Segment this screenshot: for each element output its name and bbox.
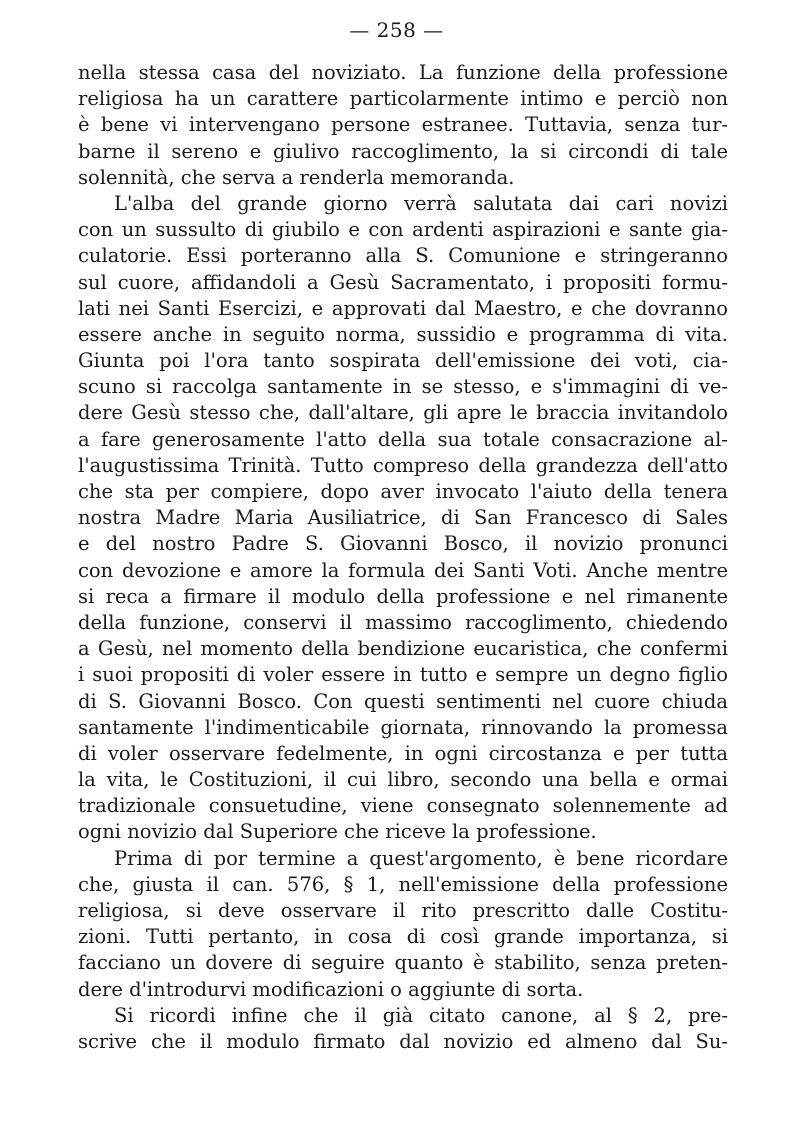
page-number: — 258 — (349, 18, 444, 42)
text-line: zioni. Tutti pertanto, in cosa di così grande importanza, si (78, 925, 728, 949)
text-line: è bene vi intervengano persone estranee. Tuttavia, senza tur- (78, 113, 728, 137)
text-line: santamente l'indimenticabile giornata, rinnovando la promessa (78, 715, 728, 739)
text-line: si reca a firmare il modulo della professione e nel rimanente (78, 584, 728, 608)
text-line: L'alba del grande giorno verrà salutata dai cari novizi (114, 191, 728, 215)
text-line: dere Gesù stesso che, dall'altare, gli apre le braccia invitandolo (78, 401, 728, 425)
text-line: scuno si raccolga santamente in se stesso, e s'immagini di ve- (78, 375, 728, 399)
text-line: che sta per compiere, dopo aver invocato l'aiuto della tenera (78, 480, 728, 503)
text-line: con devozione e amore la formula dei Santi Voti. Anche mentre (78, 558, 728, 582)
text-line: nostra Madre Maria Ausiliatrice, di San Francesco di Sales (78, 506, 728, 530)
paragraph (78, 846, 728, 1003)
text-line: solennità, che serva a renderla memoranda. (78, 165, 515, 189)
text-line: facciano un dovere di seguire quanto è stabilito, senza preten- (78, 951, 728, 975)
text-line: barne il sereno e giulivo raccoglimento, la si circondi di tale (78, 139, 728, 163)
text-line: della funzione, conservi il massimo raccoglimento, chiedendo (78, 610, 728, 634)
text-line: dere d'introdurvi modificazioni o aggiunte di sorta. (78, 977, 584, 1001)
text-line: di S. Giovanni Bosco. Con questi sentimenti nel cuore chiuda (78, 689, 728, 713)
text-line: religiosa, si deve osservare il rito prescritto dalle Costitu- (78, 899, 728, 922)
text-line: culatorie. Essi porteranno alla S. Comunione e stringeranno (78, 244, 728, 268)
text-line: e del nostro Padre S. Giovanni Bosco, il novizio pronunci (78, 532, 728, 556)
paragraph (78, 191, 728, 846)
text-line: di voler osservare fedelmente, in ogni circostanza e per tutta (78, 741, 728, 765)
text-line: sul cuore, affidandoli a Gesù Sacramentato, i propositi formu- (78, 270, 728, 294)
text-line: con un sussulto di giubilo e con ardenti aspirazioni e sante gia- (78, 218, 728, 242)
text-line: essere anche in seguito norma, sussidio e programma di vita. (78, 322, 728, 346)
text-line: tradizionale consuetudine, viene consegnato solennemente ad (78, 794, 728, 818)
text-line: Si ricordi infine che il già citato canone, al § 2, pre- (114, 1003, 728, 1027)
text-line: religiosa ha un carattere particolarmente intimo e perciò non (78, 87, 728, 111)
text-line: ogni novizio dal Superiore che riceve la professione. (78, 820, 597, 844)
text-line: la vita, le Costituzioni, il cui libro, secondo una bella e ormai (78, 768, 728, 792)
text-line: l'augustissima Trinità. Tutto compreso della grandezza dell'atto (78, 453, 728, 477)
text-line: che, giusta il can. 576, § 1, nell'emissione della professione (78, 872, 728, 896)
text-line: scrive che il modulo firmato dal novizio ed almeno dal Su- (78, 1029, 728, 1053)
text-line: nella stessa casa del noviziato. La funzione della professione (78, 61, 728, 84)
text-line: lati nei Santi Esercizi, e approvati dal Maestro, e che dovranno (78, 296, 728, 320)
text-line: a fare generosamente l'atto della sua totale consacrazione al- (78, 427, 728, 451)
text-line: Giunta poi l'ora tanto sospirata dell'emissione dei voti, cia- (78, 349, 728, 373)
paragraph (78, 60, 728, 191)
body-text (78, 60, 728, 1055)
text-line: a Gesù, nel momento della bendizione eucaristica, che confermi (78, 637, 728, 661)
text-line: Prima di por termine a quest'argomento, è bene ricordare (114, 846, 728, 870)
text-line: i suoi propositi di voler essere in tutto e sempre un degno figlio (78, 663, 728, 687)
paragraph (78, 1003, 728, 1055)
